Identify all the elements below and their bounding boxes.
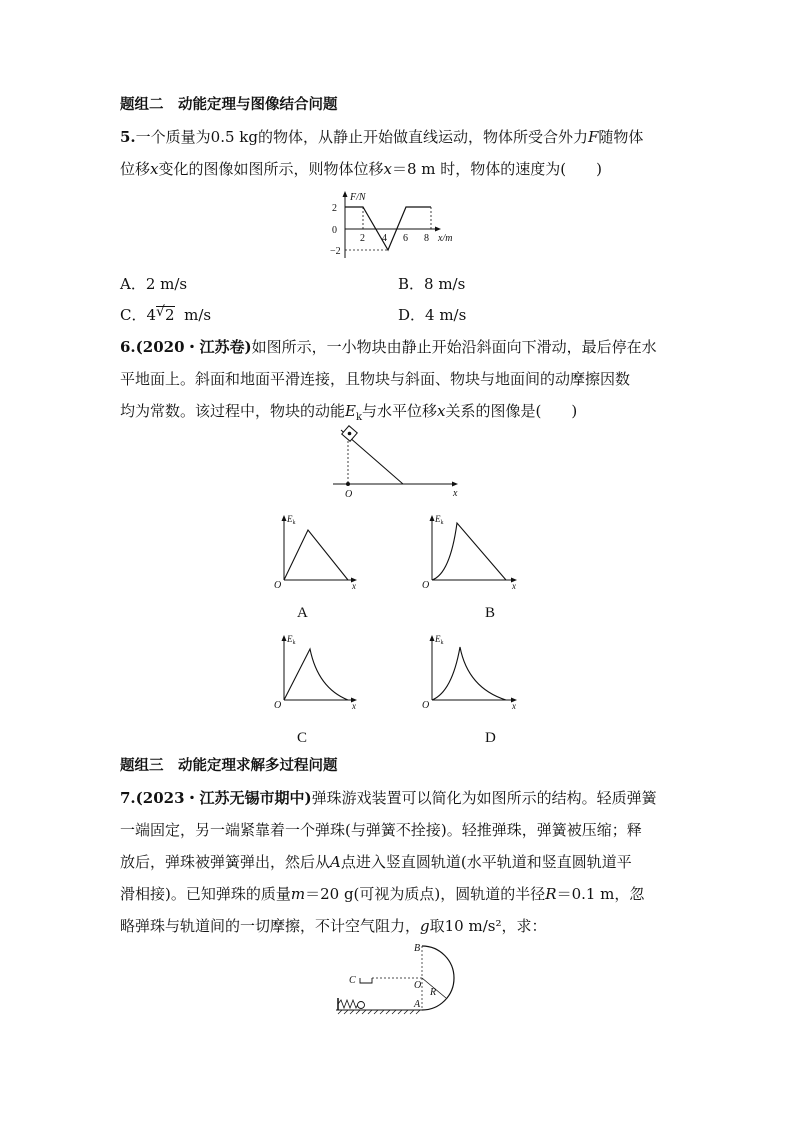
q5-force-displacement-graph (320, 188, 470, 268)
q6-line1 (120, 337, 657, 357)
q7-text: ＝0.1 m，忽 (556, 885, 645, 903)
q7-text: 放后，弹珠被弹簧弹出，然后从 (120, 853, 331, 871)
x-tick-label: 8 (424, 233, 429, 244)
q7-pinball-diagram (330, 940, 470, 1020)
x-axis-label: x/m (438, 233, 453, 244)
q7-text: 略弹珠与轨道间的一切摩擦，不计空气阻力， (120, 917, 421, 935)
q7-text: 点进入竖直圆轨道(水平轨道和竖直圆轨道平 (340, 853, 632, 871)
x-tick-label: 6 (403, 233, 408, 244)
q6-number: 6. (120, 338, 136, 356)
q7-line2: 一端固定，另一端紧靠着一个弹珠(与弹簧不拴接)。轻推弹珠，弹簧被压缩；释 (120, 821, 642, 839)
x-axis-arrow-icon (452, 482, 458, 487)
origin-label: O (345, 489, 353, 500)
q7-text: 弹珠游戏装置可以简化为如图所示的结构。轻质弹簧 (311, 789, 657, 807)
y-axis-label: F/N (350, 192, 366, 203)
q5-line1 (120, 127, 643, 147)
q7-text: ＝20 g(可视为质点)，圆轨道的半径 (305, 885, 546, 903)
group3-heading: 题组三 动能定理求解多过程问题 (120, 758, 338, 774)
q6-var-E: E (345, 402, 356, 420)
y-axis-arrow-icon (282, 515, 287, 521)
circular-track (422, 946, 454, 1010)
q5-option-b[interactable]: B．8 m/s (398, 275, 466, 293)
q5-number: 5. (120, 128, 136, 146)
q7-text: 取10 m/s²，求： (429, 917, 547, 935)
choice-label-c[interactable]: C (297, 730, 308, 746)
y-tick-label: 0 (332, 225, 337, 236)
x-axis-label: x (352, 581, 356, 591)
group2-heading: 题组二 动能定理与图像结合问题 (120, 97, 338, 113)
choice-label-d[interactable]: D (485, 730, 496, 746)
q5-option-a[interactable]: A．2 m/s (120, 275, 188, 293)
q6-var-x: x (437, 402, 446, 420)
x-tick-label: 4 (382, 233, 387, 244)
q7-line1 (120, 788, 657, 808)
point-o-label: O (414, 980, 422, 991)
q6-text: 关系的图像是( ) (445, 402, 578, 420)
spring (338, 1000, 358, 1008)
q6-graph-d[interactable] (420, 630, 520, 710)
x-axis-label: x (512, 701, 516, 711)
q5-text: 一个质量为0.5 kg的物体，从静止开始做直线运动，物体所受合外力 (135, 128, 588, 146)
q5-var-F: F (588, 128, 599, 146)
q7-line4 (120, 884, 644, 904)
ek-curve (432, 647, 506, 700)
origin-label: O (422, 580, 430, 591)
q6-text: 与水平位移 (362, 402, 438, 420)
origin-dot (346, 482, 350, 486)
q6-incline-diagram (325, 425, 465, 500)
q5-text: 位移 (120, 160, 151, 178)
ek-curve (284, 530, 348, 580)
q7-text: 滑相接)。已知弹珠的质量 (120, 885, 291, 903)
x-axis-label: x (453, 488, 458, 499)
q7-line5 (120, 916, 546, 936)
y-axis-arrow-icon (343, 191, 348, 197)
ek-curve (284, 649, 348, 700)
q6-sub-k: k (355, 412, 363, 423)
q7-var-g: g (420, 917, 430, 935)
x-axis-arrow-icon (435, 227, 441, 232)
q5-line2 (120, 159, 602, 179)
q7-var-A: A (330, 853, 341, 871)
y-axis-label: $E_k$ (435, 514, 444, 526)
q5-var-x: x (150, 160, 159, 178)
q5-text: 变化的图像如图所示，则物体位移 (158, 160, 384, 178)
point-c-label: C (349, 975, 356, 986)
option-c-unit: m/s (184, 306, 212, 324)
q6-line2: 平地面上。斜面和地面平滑连接，且物块与斜面、物块与地面间的动摩擦因数 (120, 370, 631, 388)
point-b-label: B (414, 943, 421, 954)
ground-hatch (338, 1010, 420, 1014)
q5-text: 随物体 (598, 128, 644, 146)
q5-option-d[interactable]: D．4 m/s (398, 306, 467, 324)
q6-text: 均为常数。该过程中，物块的动能 (120, 402, 346, 420)
q7-var-R: R (545, 885, 557, 903)
y-axis-label: $E_k$ (287, 514, 296, 526)
choice-label-b[interactable]: B (485, 605, 496, 621)
q6-graph-a[interactable] (272, 510, 362, 590)
y-axis-arrow-icon (430, 635, 435, 641)
q7-var-m: m (290, 885, 306, 903)
x-axis-label: x (352, 701, 356, 711)
choice-label-a[interactable]: A (297, 605, 308, 621)
x-axis-label: x (512, 581, 516, 591)
q6-text: 如图所示，一小物块由静止开始沿斜面向下滑动，最后停在水 (251, 338, 657, 356)
q5-text: ＝8 m 时，物体的速度为( ) (391, 160, 602, 178)
q6-graph-b[interactable] (420, 510, 520, 590)
y-axis-label: $E_k$ (435, 634, 444, 646)
q5-var-x: x (383, 160, 392, 178)
radius-label: R (430, 987, 437, 998)
q7-source: (2023・江苏无锡市期中) (135, 789, 312, 807)
point-a-label: A (414, 999, 421, 1010)
pinball (358, 1002, 365, 1009)
origin-label: O (274, 700, 282, 711)
x-tick-label: 2 (360, 233, 365, 244)
y-tick-label: −2 (330, 246, 341, 257)
y-axis-label: $E_k$ (287, 634, 296, 646)
platform-c (360, 978, 372, 983)
option-c-radicand: 2 (165, 306, 175, 324)
q7-line3 (120, 852, 632, 872)
q6-source: (2020・江苏卷) (135, 338, 252, 356)
origin-label: O (422, 700, 430, 711)
option-c-coefficient: C．4 (120, 306, 157, 324)
q6-line3 (120, 401, 577, 428)
q5-option-c[interactable] (120, 305, 211, 325)
block-center-dot (348, 432, 352, 436)
sqrt-symbol: √ 2 (156, 304, 175, 324)
y-axis-arrow-icon (282, 635, 287, 641)
q6-graph-c[interactable] (272, 630, 362, 710)
q7-number: 7. (120, 789, 136, 807)
ek-curve (432, 523, 506, 580)
y-tick-label: 2 (332, 203, 337, 214)
origin-label: O (274, 580, 282, 591)
y-axis-arrow-icon (430, 515, 435, 521)
